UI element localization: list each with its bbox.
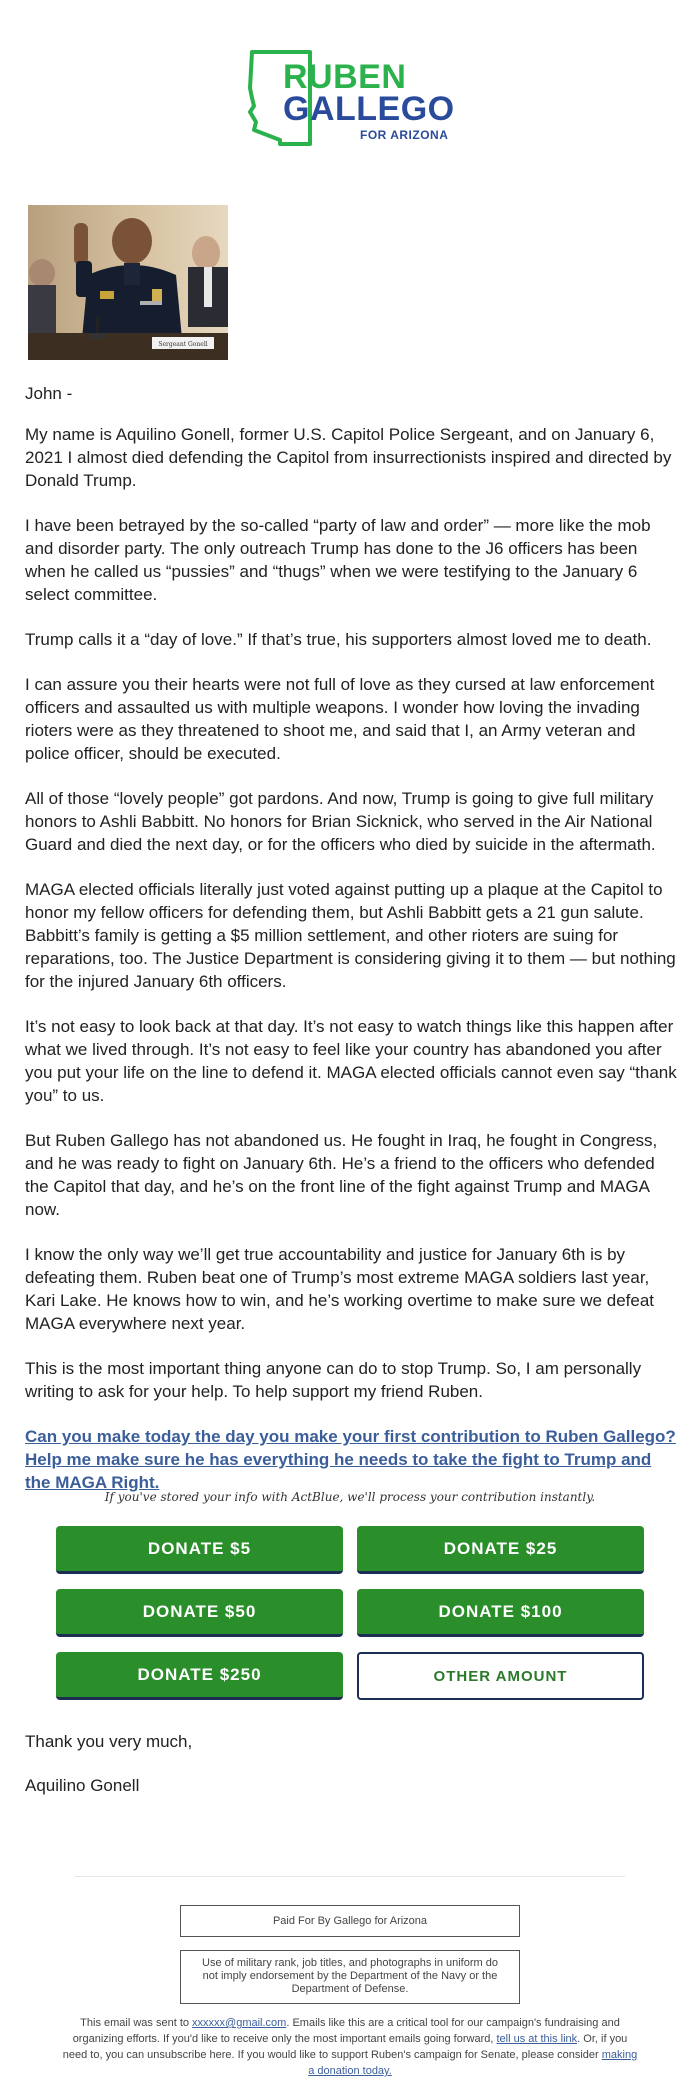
logo-gallego: GALLEGO [283, 90, 455, 128]
donate-50-button[interactable]: DONATE $50 [56, 1589, 343, 1637]
nameplate-text: Sergeant Gonell [158, 341, 208, 348]
paragraph: All of those “lovely people” got pardons. And now, Trump is going to give full military honors to Ashli Babbitt. No honors for Brian Sicknick, who served in the Air National Guard and died the next day, or for the officers who died by suicide in the aftermath. [25, 789, 656, 854]
donate-5-button[interactable]: DONATE $5 [56, 1526, 343, 1574]
campaign-logo [0, 48, 700, 158]
footer-text [60, 2015, 640, 2079]
footer-sent-middle2: . Or, if you need to, you can unsubscribe here. If you would like to support Ruben's campaign for Senate, please consider [62, 2033, 628, 2061]
other-amount-button[interactable]: OTHER AMOUNT [357, 1652, 644, 1700]
paragraph: This is the most important thing anyone can do to stop Trump. So, I am personally writing to ask for your help. To help support my friend Ruben. [25, 1359, 642, 1401]
tell-us-link[interactable]: tell us at this link [496, 2033, 578, 2045]
paragraph: Trump calls it a “day of love.” If that’s true, his supporters almost loved me to death. [25, 630, 652, 649]
recipient-email-link[interactable]: xxxxxx@gmail.com [192, 2017, 287, 2029]
paragraph: My name is Aquilino Gonell, former U.S. Capitol Police Sergeant, and on January 6, 2021 I almost died defending the Capitol from insurrectionists inspired and directed by Donald Trump. [25, 425, 672, 490]
paid-for-box: Paid For By Gallego for Arizona [180, 1905, 520, 1937]
donate-100-button[interactable]: DONATE $100 [357, 1589, 644, 1637]
closing-thanks: Thank you very much, [25, 1732, 193, 1751]
disclaimer-box: Use of military rank, job titles, and photographs in uniform do not imply endorsement by the Department of the Navy or the Department of Defense. [180, 1950, 520, 2004]
donate-250-button[interactable]: DONATE $250 [56, 1652, 343, 1700]
make-donation-link[interactable]: making a donation today. [308, 2049, 638, 2077]
contribution-cta-link[interactable]: Can you make today the day you make your first contribution to Ruben Gallego? Help me make sure he has everything he needs to take the fight to Trump and the MAGA Right. [25, 1427, 676, 1492]
salutation: John - [25, 384, 73, 403]
paragraph: I can assure you their hearts were not full of love as they cursed at law enforcement officers and assaulted us with multiple weapons. I wonder how loving the invading rioters were as they threatened to shoot me, and said that I, an Army veteran and police officer, should be executed. [25, 675, 655, 763]
logo-for-arizona: FOR ARIZONA [360, 128, 449, 142]
paragraph: MAGA elected officials literally just voted against putting up a plaque at the Capitol to honor my fellow officers for defending them, but Ashli Babbitt gets a 21 gun salute. Babbitt’s family is getting a $5 million settlement, and other rioters are suing for reparations, too. The Justice Department is considering giving it to them — but nothing for the injured January 6th officers. [25, 880, 676, 991]
paragraph: I know the only way we’ll get true accountability and justice for January 6th is by defeating them. Ruben beat one of Trump’s most extreme MAGA soldiers last year, Kari Lake. He knows how to win, and he’s working overtime to make sure we defeat MAGA everywhere next year. [25, 1245, 654, 1333]
officer-testifying-image [28, 205, 228, 360]
donate-25-button[interactable]: DONATE $25 [357, 1526, 644, 1574]
signer-name: Aquilino Gonell [25, 1776, 140, 1795]
letter-body [25, 382, 677, 1514]
logo-ruben: RUBEN [283, 58, 407, 96]
footer-sent-prefix: This email was sent to [80, 2017, 193, 2029]
paragraph: I have been betrayed by the so-called “party of law and order” — more like the mob and disorder party. The only outreach Trump has done to the J6 officers has been when he called us “pussies” and “thugs” when we were testifying to the January 6 select committee. [25, 516, 651, 604]
footer-divider [75, 1876, 625, 1877]
footer-sent-middle: . Emails like this are a critical tool for our campaign's fundraising and organizing efforts. If you'd like to receive only the most important emails going forward, [72, 2017, 620, 2045]
actblue-note: If you've stored your info with ActBlue, we'll process your contribution instantly. [104, 1490, 596, 1504]
paragraph: But Ruben Gallego has not abandoned us. He fought in Iraq, he fought in Congress, and he was ready to fight on January 6th. He’s a friend to the officers who defended the Capitol that day, and he’s on the front line of the fight against Trump and MAGA now. [25, 1131, 658, 1219]
paragraph: It’s not easy to look back at that day. It’s not easy to watch things like this happen after what we lived through. It’s not easy to feel like your country has abandoned you after you put your life on the line to defend it. MAGA elected officials cannot even say “thank you” to us. [25, 1017, 677, 1105]
officer-photo [28, 205, 228, 360]
